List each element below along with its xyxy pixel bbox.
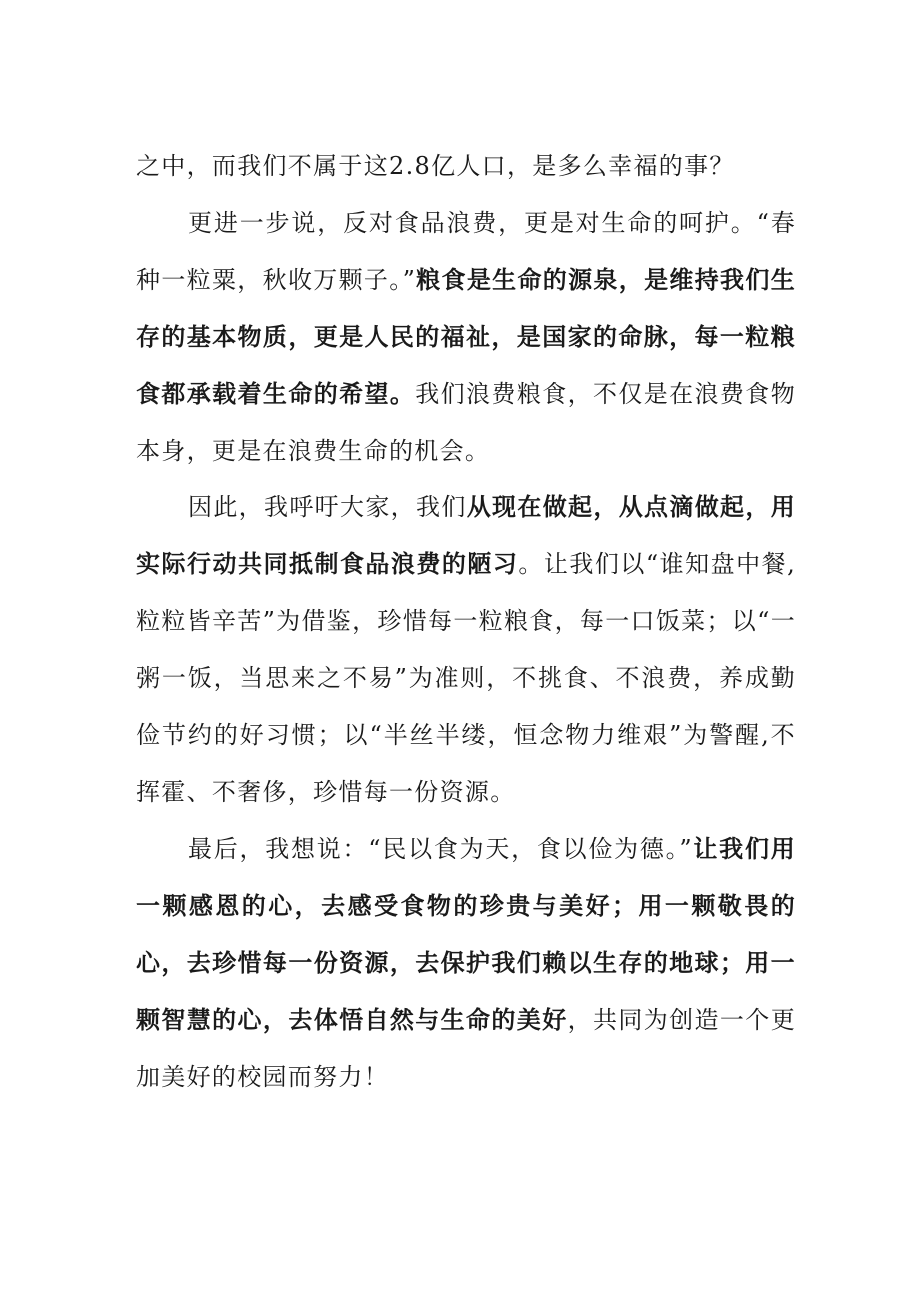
document-body <box>136 138 796 1105</box>
paragraph-emphasis: 粮食是生命的源泉，是维持我们生存的基本物质，更是人民的福祉，是国家的命脉，每一粒粮食都承载着生命的希望。 <box>136 264 796 408</box>
paragraph-1 <box>136 138 796 195</box>
paragraph-text: 我们浪费粮食，不仅是在浪费食物本身，更是在浪费生命的机会。 <box>136 379 796 465</box>
paragraph-4 <box>136 821 796 1106</box>
paragraph-text: 因此，我呼吁大家，我们 <box>188 493 467 522</box>
paragraph-emphasis: 让我们用一颗感恩的心，去感受食物的珍贵与美好；用一颗敬畏的心，去珍惜每一份资源，去保护我们赖以生存的地球；用一颗智慧的心，去体悟自然与生命的美好 <box>136 833 796 1034</box>
paragraph-text: 最后，我想说：“民以食为天，食以俭为德。” <box>188 834 693 863</box>
paragraph-2 <box>136 195 796 480</box>
paragraph-text: ，共同为创造一个更加美好的校园而努力！ <box>136 1005 796 1091</box>
paragraph-text: 更进一步说，反对食品浪费，更是对生命的呵护。“春种一粒粟，秋收万颗子。” <box>136 208 796 294</box>
paragraph-emphasis: 从现在做起，从点滴做起，用实际行动共同抵制食品浪费的陋习 <box>136 492 796 579</box>
paragraph-text: 之中，而我们不属于这2.8亿人口，是多么幸福的事？ <box>136 152 735 180</box>
paragraph-text: 。让我们以“谁知盘中餐,粒粒皆辛苦”为借鉴，珍惜每一粒粮食，每一口饭菜；以“一粥一饭，当思来之不易”为准则，不挑食、不浪费，养成勤俭节约的好习惯；以“半丝半缕，恒念物力维艰”为警醒,不挥霍、不奢侈，珍惜每一份资源。 <box>136 550 797 806</box>
paragraph-3 <box>136 479 796 820</box>
